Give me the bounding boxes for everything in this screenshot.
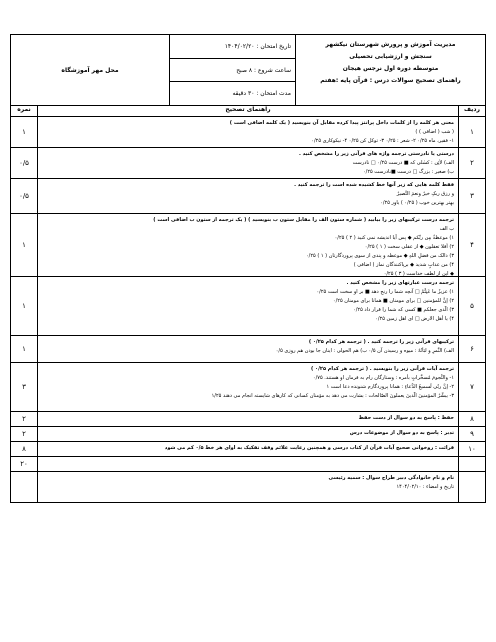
row-score: ۲۰	[11, 457, 38, 471]
exam-date: تاریخ امتحان : ۱۴۰۴/۰۲/۲۰	[170, 35, 295, 59]
row-number: ۹	[458, 427, 485, 441]
question-row	[11, 363, 485, 412]
row-line: ( شب ( اضافی ) )	[415, 129, 454, 135]
exam-info	[169, 35, 295, 105]
row-content	[38, 148, 458, 178]
question-row	[11, 179, 485, 214]
row-number	[458, 472, 485, 502]
row-content	[38, 117, 458, 147]
sheet-frame	[10, 34, 486, 503]
row-line: ۱) موعظةٌ مِن ربِّکم ◆ پس آیا اندیشه نمی کنید ( ۲ ) ۰/۲۵	[334, 235, 454, 241]
question-row	[11, 412, 485, 427]
row-line: تاریخ و امضاء : ۱۴۰۴/۰۲/۱۰	[396, 484, 454, 490]
row-number: ۲	[458, 148, 485, 178]
row-line: تدبر : پاسخ به دو سوال از موضوعات درس	[349, 430, 454, 436]
row-score: ۲	[11, 412, 38, 426]
row-line: معنی هر کلمه را از کلمات داخل پرانتز پیدا کرده مقابل آن بنویسید ( یک کلمه اضافی است )	[229, 120, 454, 126]
stamp-place: محل مهر آموزشگاه	[61, 66, 119, 74]
row-line: ۳- یبشِّرُ المؤمنینَ الَّذینَ یعملونَ الصّالحات : بشارت می دهد به مؤمنان کسانی که کارهای شایسته انجام می دهند ۱/۲۵	[211, 393, 454, 399]
row-number: ۶	[458, 336, 485, 362]
row-line: ب الف	[439, 226, 454, 232]
row-line: ۲- إنَّ ربّی لَسمیعُ الدُّعاءِ : همانا پروردگارم شنونده دعا است ۱	[326, 384, 454, 390]
row-line: ۱- فقیر، ماه ۰/۲۵ ۲- شعر : ۰/۲۵ ۳- توکل کن ۰/۲۵ ۴- نیکوکاری ۰/۲۵	[311, 138, 454, 144]
org-block	[295, 35, 485, 105]
row-number: ۱۰	[458, 442, 485, 456]
row-content	[38, 427, 458, 441]
row-number: ۸	[458, 412, 485, 426]
row-line: ۱- والنُّجومَ مُسخَّراتٍ بأمره : وستارگان رام به فرمان او هستند. ۰/۷۵	[312, 375, 454, 381]
row-content	[38, 457, 458, 471]
row-line: و رزق ربکِ خیرٌ ونعمَ النَّصیرُ	[396, 191, 454, 197]
question-row	[11, 472, 485, 502]
row-score	[11, 472, 38, 502]
row-line: الف) لاٰئِن : کسٰلی که ■ درست ۰/۲۵ □ نادرست	[352, 160, 454, 166]
row-line: الف) الثَّمرِ و لبَأْنُهُ : میوه و رسیدن آن ۰/۵ ب) هم الحولی : اینان جا بودن هم روزی ۰/۵	[275, 348, 454, 354]
row-score: ۰/۵	[11, 148, 38, 178]
row-line: بهتر بهترین خوب ( ۰/۲۵ ) یاور ۰/۲۵	[380, 200, 454, 206]
row-line: ◆ این از لطف خداست ( ۳ ) ۰/۲۵	[383, 271, 454, 276]
question-row	[11, 336, 485, 363]
row-line: حفظ : پاسخ به دو سوال از دست حفظ	[358, 415, 454, 421]
row-line: ۳) الّذی جعلکم ■ کسی که شما را قرار داد ۰/۲۵	[353, 307, 454, 313]
question-row	[11, 148, 485, 179]
row-line: ۲) إنَّ للمؤمنین □ برای مومنان ■ همانا برای مومنان ۰/۲۵	[332, 298, 454, 304]
row-content	[38, 277, 458, 335]
row-score: ۱	[11, 214, 38, 276]
row-line: ۲) أفلا تعقلون ◆ از عقلی سخت ( ۱ ) ۰/۲۵	[364, 244, 454, 250]
row-line: ۴) یا أهل الارض □ ای اهل زمین ۰/۲۵	[375, 316, 454, 322]
row-number: ۱	[458, 117, 485, 147]
guide-line: راهنمای تصحیح سوالات درس : قرآن پایه :هفتم	[320, 77, 461, 84]
row-content	[38, 336, 458, 362]
question-row	[11, 427, 485, 442]
org-line-1: مدیریت آموزش و پرورش شهرستان نیکشهر	[325, 41, 456, 48]
question-rows	[11, 117, 485, 502]
row-number: ۴	[458, 214, 485, 276]
org-line-2: سنجش و ارزشیابی تحصیلی	[349, 53, 432, 60]
row-score: ۸	[11, 442, 38, 456]
row-score: ۰/۵	[11, 179, 38, 213]
row-content	[38, 472, 458, 502]
row-line: ترکیبهای قرآنی زیر را ترجمه کنید . ( ترجمه هر کدام ۰/۲۵ )	[308, 339, 454, 345]
row-number	[458, 457, 485, 471]
row-line: درستی یا نادرستی ترجمه واژه های قرآنی زیر را مشخص کنید .	[298, 151, 454, 157]
col-score: نمره	[11, 106, 38, 116]
start-time: ساعت شروع : ۸ صبح	[170, 59, 295, 83]
question-row	[11, 457, 485, 472]
row-score: ۱	[11, 277, 38, 335]
column-headers	[11, 106, 485, 117]
row-line: ب) صغیر : بزرگ □ درست ■نادرست ۰/۲۵	[362, 169, 454, 175]
row-line: نام و نام خانوادگی دبیر طراح سوال : سمیه رئیسی	[328, 475, 454, 481]
row-number: ۵	[458, 277, 485, 335]
row-score: ۱	[11, 336, 38, 362]
row-content	[38, 363, 458, 411]
question-row	[11, 442, 485, 457]
row-line: ۴) من عذابٍ شدید ◆ برپاکنندگان نماز ( اضافی )	[353, 262, 454, 268]
question-row	[11, 277, 485, 336]
row-number: ۳	[458, 179, 485, 213]
question-row	[11, 117, 485, 148]
row-content	[38, 442, 458, 456]
row-content	[38, 412, 458, 426]
row-number: ۷	[458, 363, 485, 411]
row-line: ترجمه درست عبارتهای زیر را مشخص کنید .	[346, 280, 454, 286]
row-line: قرائت : روخوانی صحیح آیات قرآن از کتاب درسی و همچنین رعایت علائم وقف تفکیک به اوای هر خط ۰/۵ کم می شود	[164, 445, 454, 451]
row-line: ترجمه آیات قرآنی زیر را بنویسید . ( ترجمه هر کدام ۰/۲۵ )	[311, 366, 454, 372]
row-score: ۳	[11, 363, 38, 411]
question-row	[11, 214, 485, 277]
row-line: فقط کلمه هایی که زیر آنها خط کشیده شده است را ترجمه کنید .	[294, 182, 454, 188]
duration: مدت امتحان : ۳۰ دقیقه	[232, 90, 291, 98]
org-line-3: متوسطه دوره اول نرجس هیجان	[342, 65, 439, 72]
row-line: ۱) عزیزٌ ما عَنِتُّمْ □ آنچه شما را رنج دهد ■ بر او سخت است ۰/۲۵	[316, 289, 454, 295]
header	[11, 35, 485, 106]
row-score: ۲	[11, 427, 38, 441]
row-line: ترجمه درست ترکیبهای زیر را بیابید ( شماره ستون الف را مقابل ستون ب بنویسید ) ( یک ترجمه از ستون ب اضافی است )	[153, 217, 454, 223]
col-row: ردیف	[458, 106, 485, 116]
row-score: ۱	[11, 117, 38, 147]
row-content	[38, 214, 458, 276]
col-guide: راهنمای تصحیح	[225, 106, 271, 113]
row-content	[38, 179, 458, 213]
row-line: ۳) ذالک من فضلِ اللهِ ◆ موعظه و پندی از سوی پروردگارتان ( ۱ ) ۰/۲۵	[305, 253, 454, 259]
